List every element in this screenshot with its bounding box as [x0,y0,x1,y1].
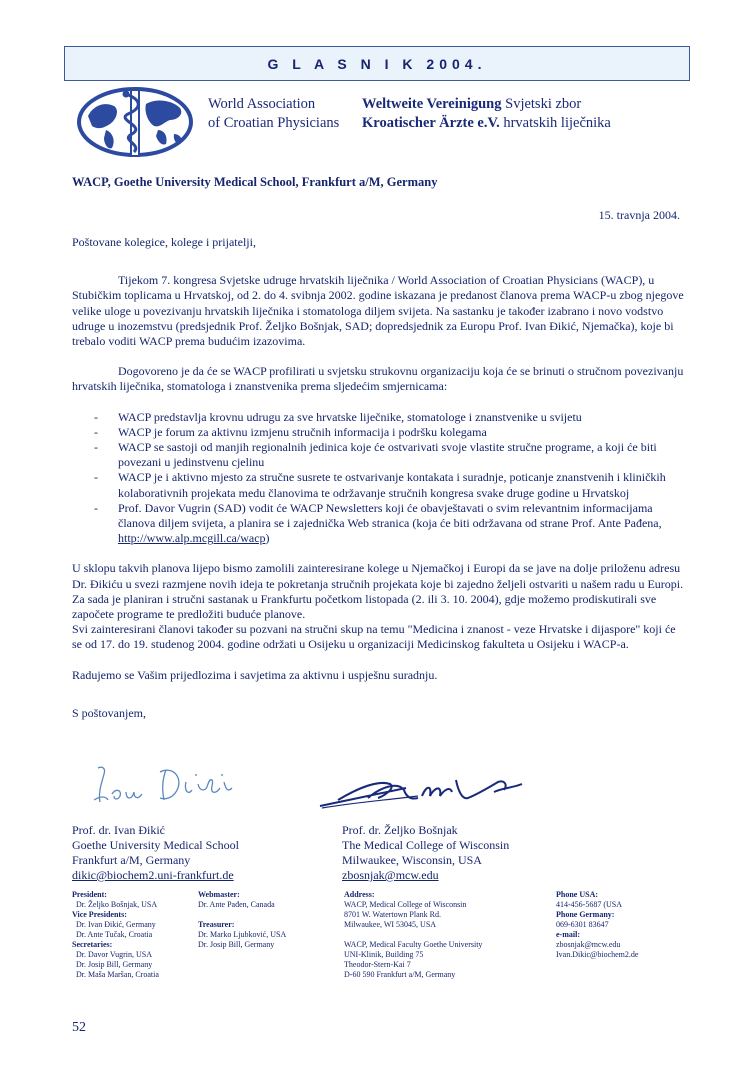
list-dash: - [94,409,98,424]
footer-entry: Theodor-Stern-Kai 7 [344,960,411,969]
footer-heading: President: [72,890,107,899]
list-dash: - [94,470,98,485]
footer-entry: Dr. Josip Bill, Germany [198,940,275,949]
signatory-email[interactable]: zbosnjak@mcw.edu [342,868,439,882]
list-item [72,440,684,470]
newsletter-banner [64,46,690,81]
list-item [72,470,684,500]
org-name-german-croatian [362,95,611,133]
footer-heading: e-mail: [556,930,580,939]
org-de-line1-bold: Weltweite Vereinigung [362,96,502,112]
sender-school: WACP, Goethe University Medical School, Frankfurt a/M, Germany [72,175,438,189]
wacp-globe-caduceus-logo [76,86,194,158]
org-de-line1 [362,95,611,114]
page-number: 52 [72,1020,86,1035]
footer-contacts [556,890,696,960]
paragraph-3: U sklopu takvih planova lijepo bismo zamolili zainteresirane kolege u Njemačkoj i Europi da se jave na dolje priloženu adresu Dr. Đikiću u svezi razmjene novih ideja te pokretanja stručnih projekata koje bi zajedno željeli ostvariti u našem radu u Europi. Za sada je planiran i stručni sastanak u Frankfurtu početkom listopada (2. ili 3. 10. 2004), gdje možemo prodiskutirali sve započete programe te predložiti buduće planove. [72,561,684,622]
footer-entry: Dr. Davor Vugrin, USA [76,950,153,959]
list-item-text: WACP se sastoji od manjih regionalnih jedinica koje će ostvarivati svoje vlastite stručne programe, a koji će biti povezani u jedinstvenu cjelinu [118,440,657,470]
footer-heading: Vice Presidents: [72,910,127,919]
list-item-text: Prof. Davor Vugrin (SAD) vodit će WACP Newsletters koji će obavještavati o svim relevantnim informacijama članova diljem svijeta, a planira se i zajednička Web stranica (koja će biti održavana od strane Prof. Ante Pađena, [118,500,662,531]
footer-staff [198,890,333,950]
signature-block-right [342,823,509,883]
signatory-institution: The Medical College of Wisconsin [342,838,510,852]
list-item [72,410,684,425]
org-en-line1: World Association [208,96,316,112]
footer-entry: Dr. Maša Maršan, Croatia [76,970,159,979]
footer-heading: Phone USA: [556,890,599,899]
paragraph-2: Dogovoreno je da će se WACP profilirati u svjetsku strukovnu organizaciju koja će se brinuti o stručnom povezivanju hrvatskih liječnika, stomatologa i znanstvenika prema sljedećim smjernicama: [72,364,684,394]
footer-entry: Milwaukee, WI 53045, USA [344,920,437,929]
footer-entry: D-60 590 Frankfurt a/M, Germany [344,970,456,979]
signatory-name: Prof. dr. Željko Bošnjak [342,823,458,837]
signatory-location: Milwaukee, Wisconsin, USA [342,853,482,867]
signatory-name: Prof. dr. Ivan Đikić [72,823,165,837]
footer-entry: Dr. Ivan Đikić, Germany [76,920,156,929]
footer-heading: Phone Germany: [556,910,615,919]
footer-entry: Dr. Ante Tučak, Croatia [76,930,153,939]
org-hr-line2: hrvatskih liječnika [503,115,611,131]
footer-entry: Dr. Ante Pađen, Canada [198,900,275,909]
org-de-line2-bold: Kroatischer Ärzte e.V. [362,115,500,131]
signatory-location: Frankfurt a/M, Germany [72,853,191,867]
list-item-text: WACP predstavlja krovnu udrugu za sve hrvatske liječnike, stomatologe i znanstvenike u svijetu [118,409,582,424]
paragraph-5: Radujemo se Vašim prijedlozima i savjetima za aktivnu i uspješnu suradnju. [72,667,438,682]
org-name-english [208,95,339,133]
letter-body [72,235,684,721]
footer-entry: Dr. Josip Bill, Germany [76,960,153,969]
signatory-institution: Goethe University Medical School [72,838,239,852]
footer-addresses [344,890,544,980]
letter-date: 15. travnja 2004. [598,208,680,222]
list-dash: - [94,440,98,455]
footer-entry: Dr. Marko Ljubković, USA [198,930,287,939]
footer-entry: 8701 W. Watertown Plank Rd. [344,910,441,919]
footer-heading: Address: [344,890,375,899]
list-dash: - [94,500,98,515]
signature-bosnjak [318,770,528,812]
list-item [72,501,684,547]
list-item [72,425,684,440]
signatory-email[interactable]: dikic@biochem2.uni-frankfurt.de [72,868,234,882]
footer-entry: 414-456-5687 (USA [556,900,622,909]
closing: S poštovanjem, [72,705,146,720]
org-hr-line1: Svjetski zbor [505,96,582,112]
org-en-line2: of Croatian Physicians [208,115,340,131]
footer-entry: WACP, Medical College of Wisconsin [344,900,467,909]
paragraph-4: Svi zainteresirani članovi također su pozvani na stručni skup na temu "Medicina i znanost - veze Hrvatske i dijaspore" koji će se od 17. do 19. studenog 2004. godine održati u Osijeku u organizaciji Medicinskog fakulteta u Osijeku i WACP-a. [72,622,676,652]
footer-heading: Treasurer: [198,920,235,929]
list-dash: - [94,424,98,439]
list-item-text: WACP je i aktivno mjesto za stručne susrete te ostvarivanje kontakata i suradnje, poticanje znanstvenih i kliničkih kolaborativnih projekata medu članovima te održavanje stručnih kongresa svake druge godine u Hrvatskoj [118,470,666,500]
footer-entry: Dr. Željko Bošnjak, USA [76,900,158,909]
guidelines-list [72,410,684,547]
footer-heading: Webmaster: [198,890,240,899]
footer-entry: WACP, Medical Faculty Goethe University [344,940,483,949]
paragraph-1: Tijekom 7. kongresa Svjetske udruge hrvatskih liječnika / World Association of Croatian Physicians (WACP), u Stubičkim toplicama u Hrvatskoj, od 2. do 4. svibnja 2002. godine iskazana je predanost članova prema WACP-u zbog njegove velike uloge u povezivanju hrvatskih liječnika i stomatologa diljem svijeta. Na sastanku je također izabrano i novo vodstvo udruge u inozemstvu (predsjednik Prof. Željko Bošnjak, SAD; dopredsjednik za Europu Prof. Ivan Đikić, Njemačka), koje bi trebalo voditi WACP prema budućim izazovima. [72,273,684,349]
footer-entry: UNI-Klinik, Building 75 [344,950,424,959]
list-item-text-end: ) [265,531,270,546]
signature-dikic [92,760,242,810]
signature-block-left [72,823,239,883]
footer-entry: Ivan.Dikic@biochem2.de [556,950,639,959]
footer-heading: Secretaries: [72,940,113,949]
greeting: Poštovane kolegice, kolege i prijatelji, [72,235,256,249]
wacp-website-link[interactable]: http://www.alp.mcgill.ca/wacp [118,531,266,546]
banner-title: G L A S N I K 2004. [267,55,487,72]
org-de-line2 [362,114,611,133]
list-item-text: WACP je forum za aktivnu izmjenu stručnih informacija i podršku kolegama [118,424,487,439]
footer-entry: zbosnjak@mcw.edu [556,940,621,949]
footer-officers [72,890,197,980]
footer-entry: 069-6301 83647 [556,920,609,929]
